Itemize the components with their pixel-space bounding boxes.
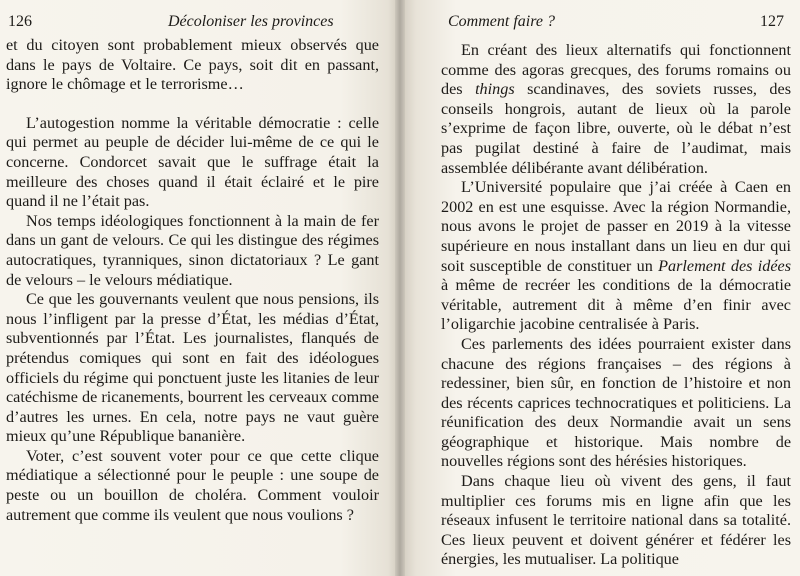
right-p2-italic: Parlement des idées (658, 256, 791, 275)
left-page-number: 126 (8, 13, 32, 30)
left-running-head: Décoloniser les provinces (168, 13, 334, 30)
left-paragraph-5: Voter, c’est souvent voter pour ce que cette clique médiatique a sélectionné pour le peuple : une soupe de peste ou un bouillon de choléra. Comment vouloir autrement que comme ils veulent que nous voulions ? (6, 446, 379, 524)
right-p2-end: à même de recréer les conditions de la démocratie véritable, autrement dit à même d’en finir avec l’oligarchie jacobine centralisée à Paris. (441, 276, 791, 334)
left-paragraph-2: L’autogestion nomme la véritable démocratie : celle qui permet au peuple de décider lui-même de ce qui le concerne. Condorcet savait que le suffrage était la meilleure des choses quand il était éclairé et le pire quand il ne l’était pas. (6, 113, 379, 211)
right-p1-italic: things (475, 80, 515, 99)
left-page-text (6, 36, 379, 525)
right-p2-start: L’Université populaire que j’ai créée à Caen en 2002 en est une esquisse. Avec la région Normandie, nous avons le projet de passer en 2019 à la vitesse supérieure en nous installant dans un lieu en dur qui soit susceptible de constituer un (441, 178, 791, 275)
right-paragraph-1 (441, 41, 791, 178)
right-p1-start: En créant des lieux alternatifs qui fonctionnent comme des agoras grecques, des forums romains ou des (441, 41, 791, 99)
right-paragraph-2 (441, 178, 791, 335)
right-page-text (441, 41, 791, 570)
right-page (400, 0, 800, 576)
right-running-head: Comment faire ? (448, 13, 555, 30)
left-paragraph-3: Nos temps idéologiques fonctionnent à la main de fer dans un gant de velours. Ce qui les distingue des régimes autocratiques, tyranniques, sinon dictatoriaux ? Le gant de velours – le velours médiatique. (6, 211, 379, 289)
book-gutter (395, 0, 405, 576)
right-page-number: 127 (760, 13, 784, 30)
left-paragraph-4: Ce que les gouvernants veulent que nous pensions, ils nous l’infligent par la presse d’État, les médias d’État, subventionnés par l’État. Les journalistes, flanqués de prétendus comiques qui sont en fait des idéologues officiels du régime qui ponctuent juste les litanies de leur catéchisme de ricanements, bourrent les cerveaux comme d’autres les urnes. En cela, notre pays ne vaut guère mieux qu’une République bananière. (6, 290, 379, 446)
right-paragraph-3: Ces parlements des idées pourraient exister dans chacune des régions françaises – des régions à redessiner, bien sûr, en fonction de l’histoire et non des récents caprices technocratiques et politiciens. La réunification des deux Normandie avait un sens géographique et historique. Mais nombre de nouvelles régions sont des hérésies historiques. (441, 334, 791, 471)
right-p1-end: scandinaves, des soviets russes, des conseils hongrois, autant de lieux où la parole s’exprime de façon libre, ouverte, où le débat n’est pas pugilat destiné à faire de l’audimat, mais assemblée délibérante avant délibération. (441, 80, 792, 177)
right-paragraph-4: Dans chaque lieu où vivent des gens, il faut multiplier ces forums mis en ligne afin que les réseaux infusent le territoire national dans sa totalité. Ces lieux peuvent et doivent générer et fédérer les énergies, les mutualiser. La politique (441, 472, 791, 569)
left-paragraph-1: et du citoyen sont probablement mieux observés que dans le pays de Voltaire. Ce pays, soit dit en passant, ignore le chômage et le terrorisme… (6, 36, 379, 94)
